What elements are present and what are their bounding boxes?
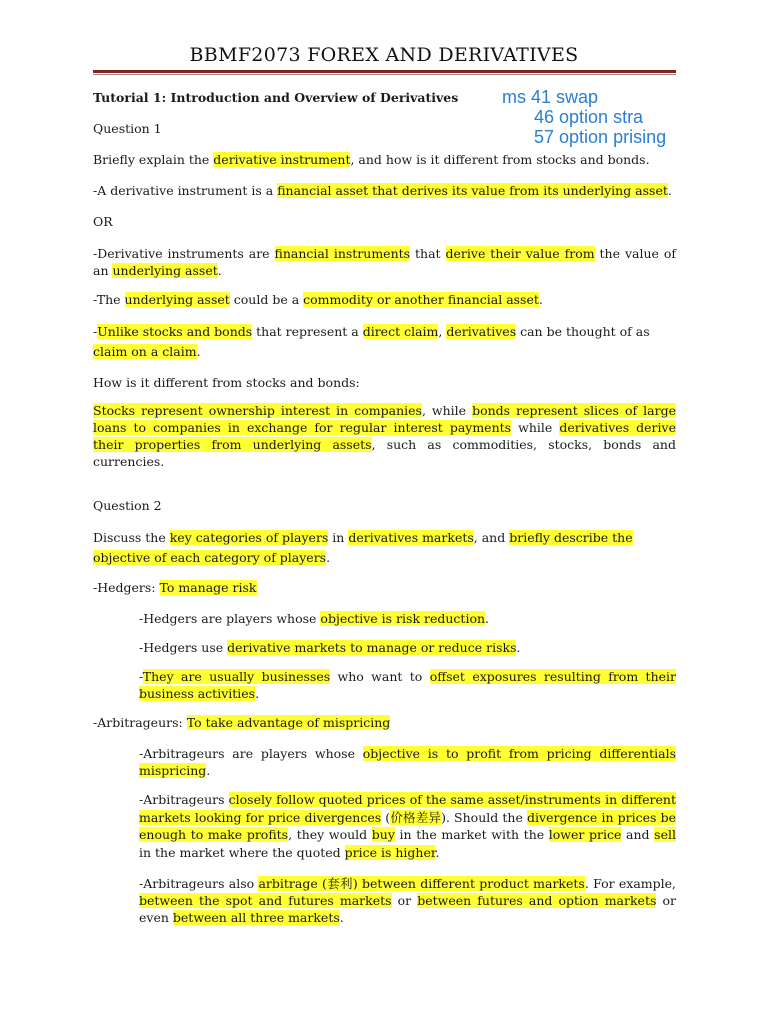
header-rule-thin [93, 74, 676, 75]
text-run: , while [421, 403, 473, 418]
text-run: -Arbitrageurs are players whose [139, 746, 363, 761]
highlighted-text: between futures and option markets [417, 893, 657, 908]
highlighted-text: buy [371, 827, 395, 843]
highlighted-text: derive their value from [445, 246, 595, 261]
text-run: or [391, 893, 418, 908]
text-run: or even [139, 893, 676, 925]
text-run: , they would [288, 827, 372, 843]
text-run: ( [381, 809, 391, 825]
text-run: -Hedgers: [93, 580, 160, 595]
highlighted-text: bonds represent slices of large loans to companies in exchange for regular interest payments [93, 403, 676, 435]
highlighted-text: financial instruments [274, 246, 411, 261]
text-run: - [139, 669, 143, 684]
page-header-title: BBMF2073 FOREX AND DERIVATIVES [189, 44, 579, 66]
text-run: - [93, 324, 98, 339]
text-run: in the market where the quoted [139, 845, 345, 861]
text-run: . [538, 292, 543, 307]
question-2-prompt [93, 528, 676, 568]
text-run: that [410, 246, 446, 261]
header-rule [93, 70, 676, 73]
highlighted-text: arbitrage (套利) between different product markets [258, 876, 585, 891]
text-run: -Arbitrageurs also [139, 876, 259, 891]
text-run: . [435, 845, 440, 861]
text-run: , [438, 324, 447, 339]
annotation-line-2: 46 option stra [534, 107, 644, 127]
text-run: . For example, [584, 876, 676, 891]
text-run: . [326, 550, 331, 565]
text-run: . [339, 910, 344, 925]
text-run: while [511, 420, 560, 435]
question-1-heading: Question 1 [93, 121, 162, 136]
highlighted-text: key categories of players [169, 530, 329, 545]
text-run: . [217, 263, 222, 278]
highlighted-text: Unlike stocks and bonds [97, 324, 253, 339]
highlighted-text: objective is risk reduction [320, 611, 486, 626]
text-run: could be a [229, 292, 304, 307]
text-run: . [196, 344, 201, 359]
question-2-heading: Question 2 [93, 498, 162, 513]
text-run: Briefly explain the [93, 152, 214, 167]
highlighted-text: Stocks represent ownership interest in companies [93, 403, 422, 418]
tutorial-title: Tutorial 1: Introduction and Overview of Derivatives [93, 90, 459, 105]
annotation-line-1: ms 41 swap [502, 87, 599, 107]
text-run: , and how is it different from stocks and bonds. [350, 152, 650, 167]
highlighted-text: financial asset that derives its value from its underlying asset [277, 183, 668, 198]
answer-or-separator: OR [93, 214, 113, 229]
highlighted-text: derivative markets to manage or reduce risks [227, 640, 517, 655]
highlighted-text: underlying asset [112, 263, 218, 278]
difference-heading: How is it different from stocks and bonds: [93, 375, 360, 390]
text-run: -The [93, 292, 125, 307]
text-run: . [255, 686, 260, 701]
answer-1-definition [93, 182, 676, 199]
arbitrageurs-point-1 [139, 745, 676, 779]
hedgers-point-1 [139, 610, 676, 627]
hedgers-heading [93, 579, 676, 596]
highlighted-text: derivatives derive their properties from underlying assets [93, 420, 676, 452]
text-run: -A derivative instrument is a [93, 183, 278, 198]
highlighted-text: To take advantage of mispricing [186, 715, 391, 730]
highlighted-text: 价格差异 [390, 809, 442, 825]
text-run: , and [473, 530, 510, 545]
highlighted-text: offset exposures resulting from their business activities [139, 669, 676, 701]
text-run: -Hedgers use [139, 640, 228, 655]
highlighted-text: objective is to profit from pricing differentials mispricing [139, 746, 677, 778]
text-run: -Arbitrageurs: [93, 715, 187, 730]
hedgers-point-3 [139, 668, 676, 702]
arbitrageurs-heading [93, 714, 676, 731]
text-run: the value of an [93, 246, 677, 278]
answer-1-claim [93, 322, 676, 362]
text-run: -Derivative instruments are [93, 246, 275, 261]
highlighted-text: To manage risk [159, 580, 257, 595]
highlighted-text: commodity or another financial asset [303, 292, 539, 307]
highlighted-text: price is higher [344, 845, 436, 861]
highlighted-text: briefly describe the objective of each category of players [93, 530, 633, 565]
highlighted-text: derivatives [446, 324, 517, 339]
annotation-line-3: 57 option prising [534, 127, 667, 147]
hedgers-point-2 [139, 639, 676, 656]
text-run: that represent a [252, 324, 363, 339]
text-run: . [667, 183, 672, 198]
text-run: -Arbitrageurs [139, 792, 229, 807]
highlighted-text: They are usually businesses [142, 669, 331, 684]
text-run: in the market with the [394, 827, 549, 843]
text-run: -Hedgers are players whose [139, 611, 321, 626]
text-run: ). Should the [441, 809, 528, 825]
difference-paragraph [93, 402, 676, 470]
text-run: can be thought of as [516, 324, 650, 339]
text-run: Discuss the [93, 530, 170, 545]
highlighted-text: underlying asset [124, 292, 230, 307]
text-run: . [485, 611, 490, 626]
text-run: , such as commodities, stocks, bonds and currencies. [93, 437, 676, 469]
arbitrageurs-point-2 [139, 791, 676, 862]
highlighted-text: lower price [548, 827, 622, 843]
arbitrageurs-point-3 [139, 875, 676, 926]
answer-1-alternative [93, 245, 676, 279]
text-run: and [621, 827, 655, 843]
text-run: . [516, 640, 521, 655]
highlighted-text: closely follow quoted prices of the same asset/instruments in different markets looking for price divergences [139, 792, 676, 825]
highlighted-text: between the spot and futures markets [139, 893, 392, 908]
highlighted-text: direct claim [362, 324, 439, 339]
highlighted-text: claim on a claim [93, 344, 197, 359]
highlighted-text: sell [654, 827, 676, 843]
text-run: . [206, 763, 211, 778]
question-1-prompt [93, 151, 676, 168]
text-run: who want to [330, 669, 430, 684]
highlighted-text: derivative instrument [213, 152, 351, 167]
answer-1-underlying [93, 291, 676, 308]
highlighted-text: between all three markets [172, 910, 340, 925]
highlighted-text: derivatives markets [348, 530, 474, 545]
text-run: in [328, 530, 349, 545]
highlighted-text: divergence in prices be enough to make profits [139, 809, 676, 843]
